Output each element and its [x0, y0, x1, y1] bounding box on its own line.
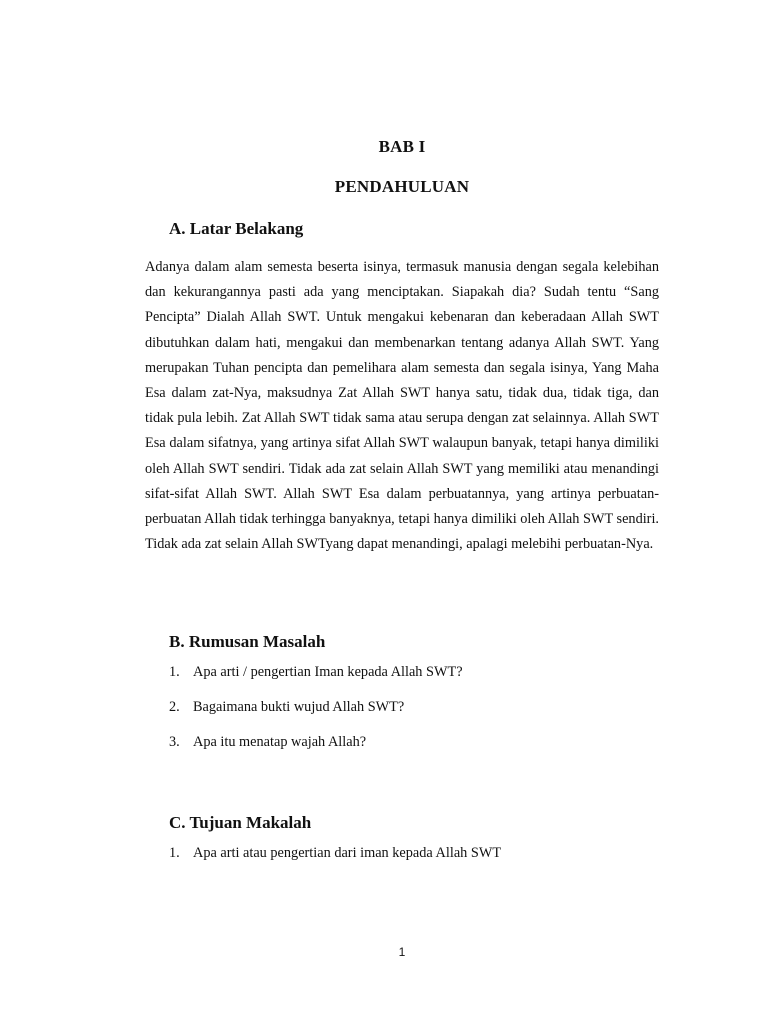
chapter-title: PENDAHULUAN	[334, 177, 470, 196]
list-item-number: 1.	[169, 845, 180, 861]
list-item-text: Bagaimana bukti wujud Allah SWT?	[193, 699, 405, 715]
list-item-number: 2.	[169, 699, 180, 715]
page-number: 1	[398, 945, 406, 959]
list-item-text: Apa arti / pengertian Iman kepada Allah SWT?	[193, 664, 463, 680]
chapter-number: BAB I	[378, 137, 426, 156]
rumusan-masalah-list	[169, 664, 463, 769]
list-item	[169, 845, 501, 880]
section-heading-rumusan-masalah: B. Rumusan Masalah	[169, 632, 326, 651]
list-item-number: 3.	[169, 734, 180, 750]
list-item	[169, 734, 463, 769]
tujuan-makalah-list	[169, 845, 501, 880]
list-item-text: Apa arti atau pengertian dari iman kepada Allah SWT	[193, 845, 502, 861]
section-heading-latar-belakang: A. Latar Belakang	[169, 219, 304, 238]
latar-belakang-paragraph: Adanya dalam alam semesta beserta isinya, termasuk manusia dengan segala kelebihan dan kekurangannya pasti ada yang menciptakan. Siapakah dia? Sudah tentu “Sang Pencipta” Dialah Allah SWT. Untuk mengakui kebenaran dan keberadaan Allah SWT dibutuhkan dalam hati, mengakui dan membenarkan tentang adanya Allah SWT. Yang merupakan Tuhan pencipta dan pemelihara alam semesta dan segala isinya, Yang Maha Esa dalam zat-Nya, maksudnya Zat Allah SWT hanya satu, tidak dua, tidak tiga, dan tidak pula lebih. Zat Allah SWT tidak sama atau serupa dengan zat selainnya. Allah SWT Esa dalam sifatnya, yang artinya sifat Allah SWT walaupun banyak, tetapi hanya dimiliki oleh Allah SWT sendiri. Tidak ada zat selain Allah SWT yang memiliki atau menandingi sifat-sifat Allah SWT. Allah SWT Esa dalam perbuatannya, yang artinya perbuatan-perbuatan Allah tidak terhingga banyaknya, tetapi hanya dimiliki oleh Allah SWT sendiri. Tidak ada zat selain Allah SWTyang dapat menandingi, apalagi melebihi perbuatan-Nya.	[145, 259, 659, 553]
list-item	[169, 664, 463, 699]
list-item	[169, 699, 463, 734]
list-item-text: Apa itu menatap wajah Allah?	[193, 734, 367, 750]
section-heading-tujuan-makalah: C. Tujuan Makalah	[169, 813, 312, 832]
list-item-number: 1.	[169, 664, 180, 680]
